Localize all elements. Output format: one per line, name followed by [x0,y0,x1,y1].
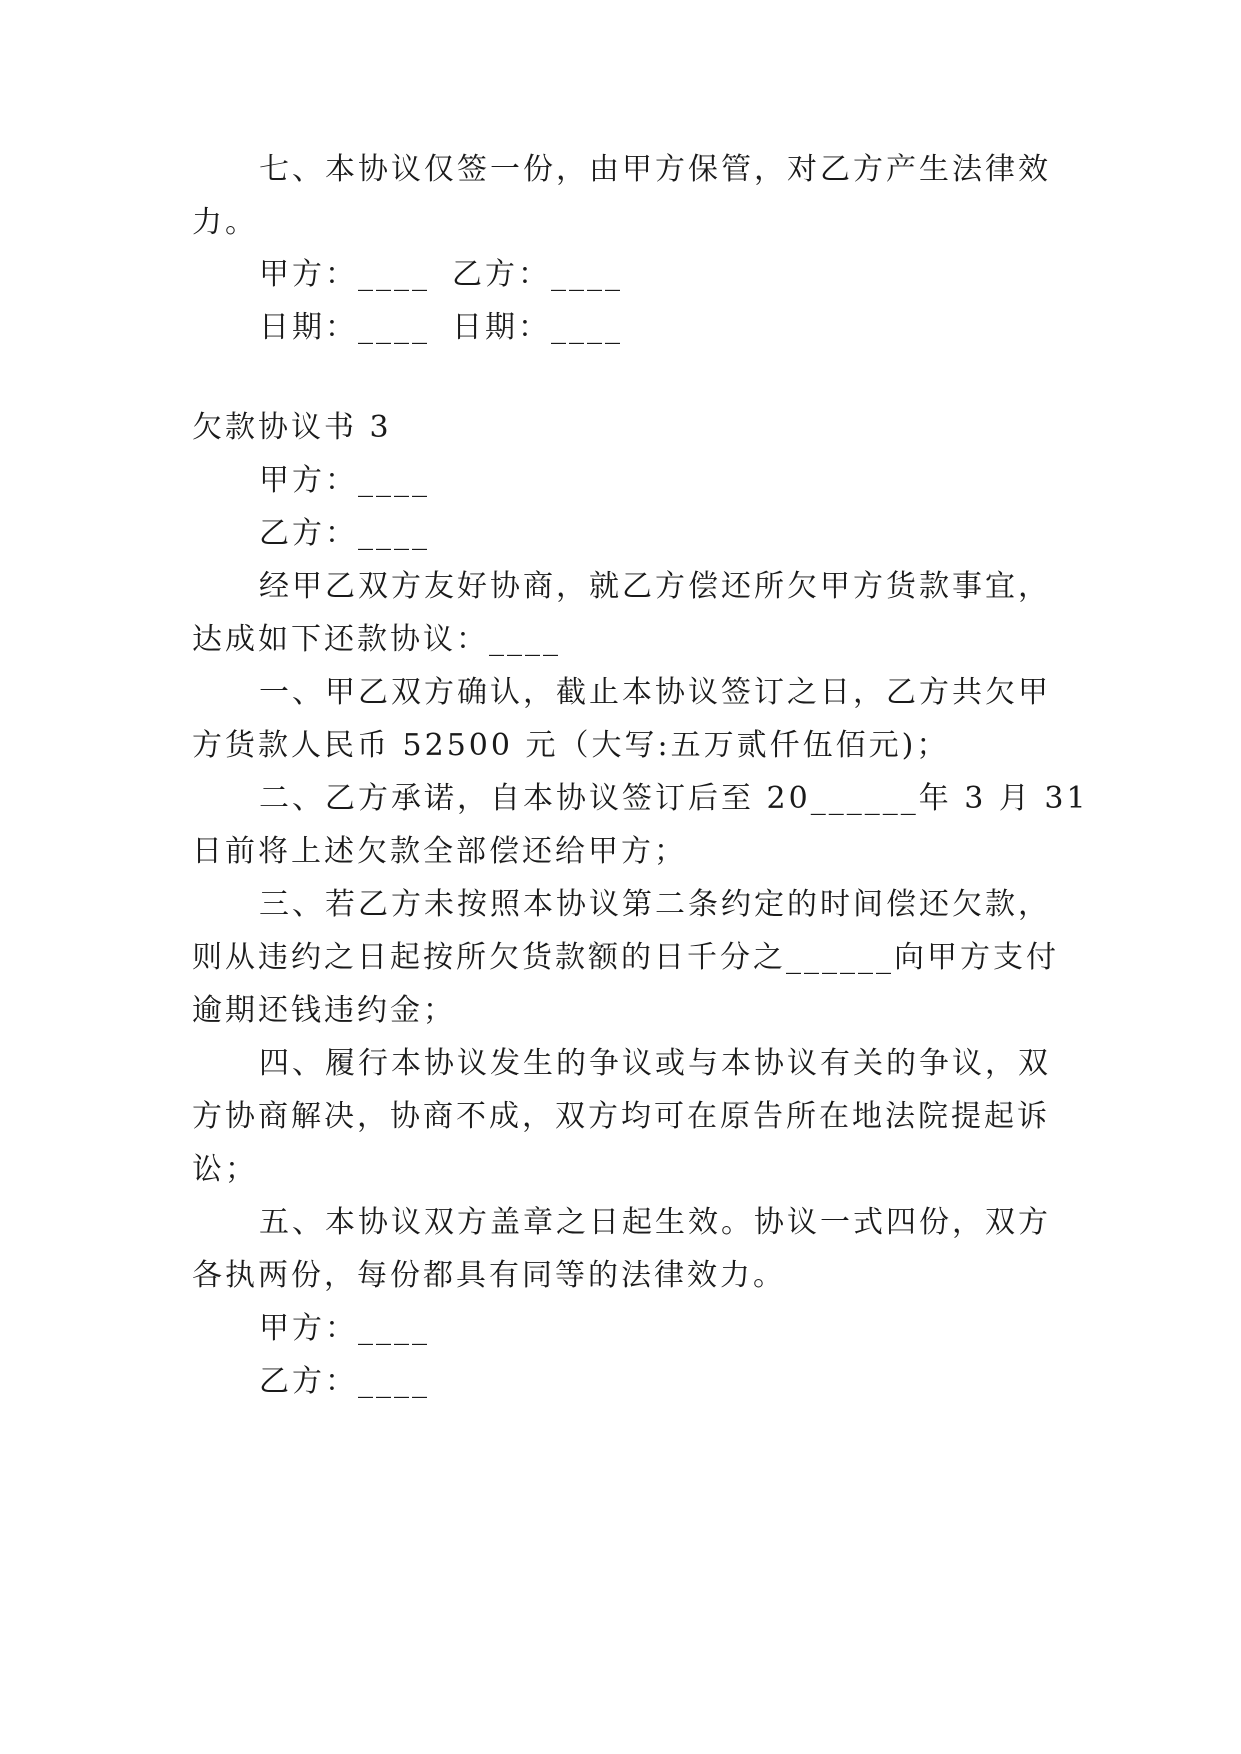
date-party-a: 日期：____ [259,310,430,345]
closing-sign-party-a: 甲方：____ [259,1311,430,1346]
clause-7-line-2: 力。 [192,205,258,240]
date-row [259,308,623,348]
clause-3-line-1: 三、若乙方未按照本协议第二条约定的时间偿还欠款， [259,887,1051,922]
sign-party-b: 乙方：____ [452,257,623,292]
clause-5-line-1: 五、本协议双方盖章之日起生效。协议一式四份，双方 [259,1205,1051,1240]
clause-7-line-1: 七、本协议仅签一份，由甲方保管，对乙方产生法律效 [259,152,1051,187]
intro-line-1: 经甲乙双方友好协商，就乙方偿还所欠甲方货款事宜， [259,569,1051,604]
clause-2-line-1: 二、乙方承诺，自本协议签订后至 20______年 3 月 31 [259,781,1089,816]
sign-party-a: 甲方：____ [259,257,430,292]
party-b: 乙方：____ [259,516,430,551]
clause-4-line-2: 方协商解决，协商不成，双方均可在原告所在地法院提起诉 [192,1099,1050,1134]
date-party-b: 日期：____ [452,310,623,345]
clause-4-line-1: 四、履行本协议发生的争议或与本协议有关的争议，双 [259,1046,1051,1081]
clause-5-line-2: 各执两份，每份都具有同等的法律效力。 [192,1258,786,1293]
agreement-title: 欠款协议书 3 [192,410,392,445]
clause-1-line-2: 方货款人民币 52500 元（大写:五万贰仟伍佰元)； [192,728,950,763]
clause-4-line-3: 讼； [192,1152,258,1187]
clause-3-line-3: 逾期还钱违约金； [192,993,456,1028]
party-a: 甲方：____ [259,463,430,498]
clause-3-line-2: 则从违约之日起按所欠货款额的日千分之______向甲方支付 [192,940,1059,975]
signature-row [259,255,623,295]
intro-line-2: 达成如下还款协议：____ [192,622,561,657]
clause-2-line-2: 日前将上述欠款全部偿还给甲方； [192,834,687,869]
clause-1-line-1: 一、甲乙双方确认，截止本协议签订之日，乙方共欠甲 [259,675,1051,710]
closing-sign-party-b: 乙方：____ [259,1364,430,1399]
